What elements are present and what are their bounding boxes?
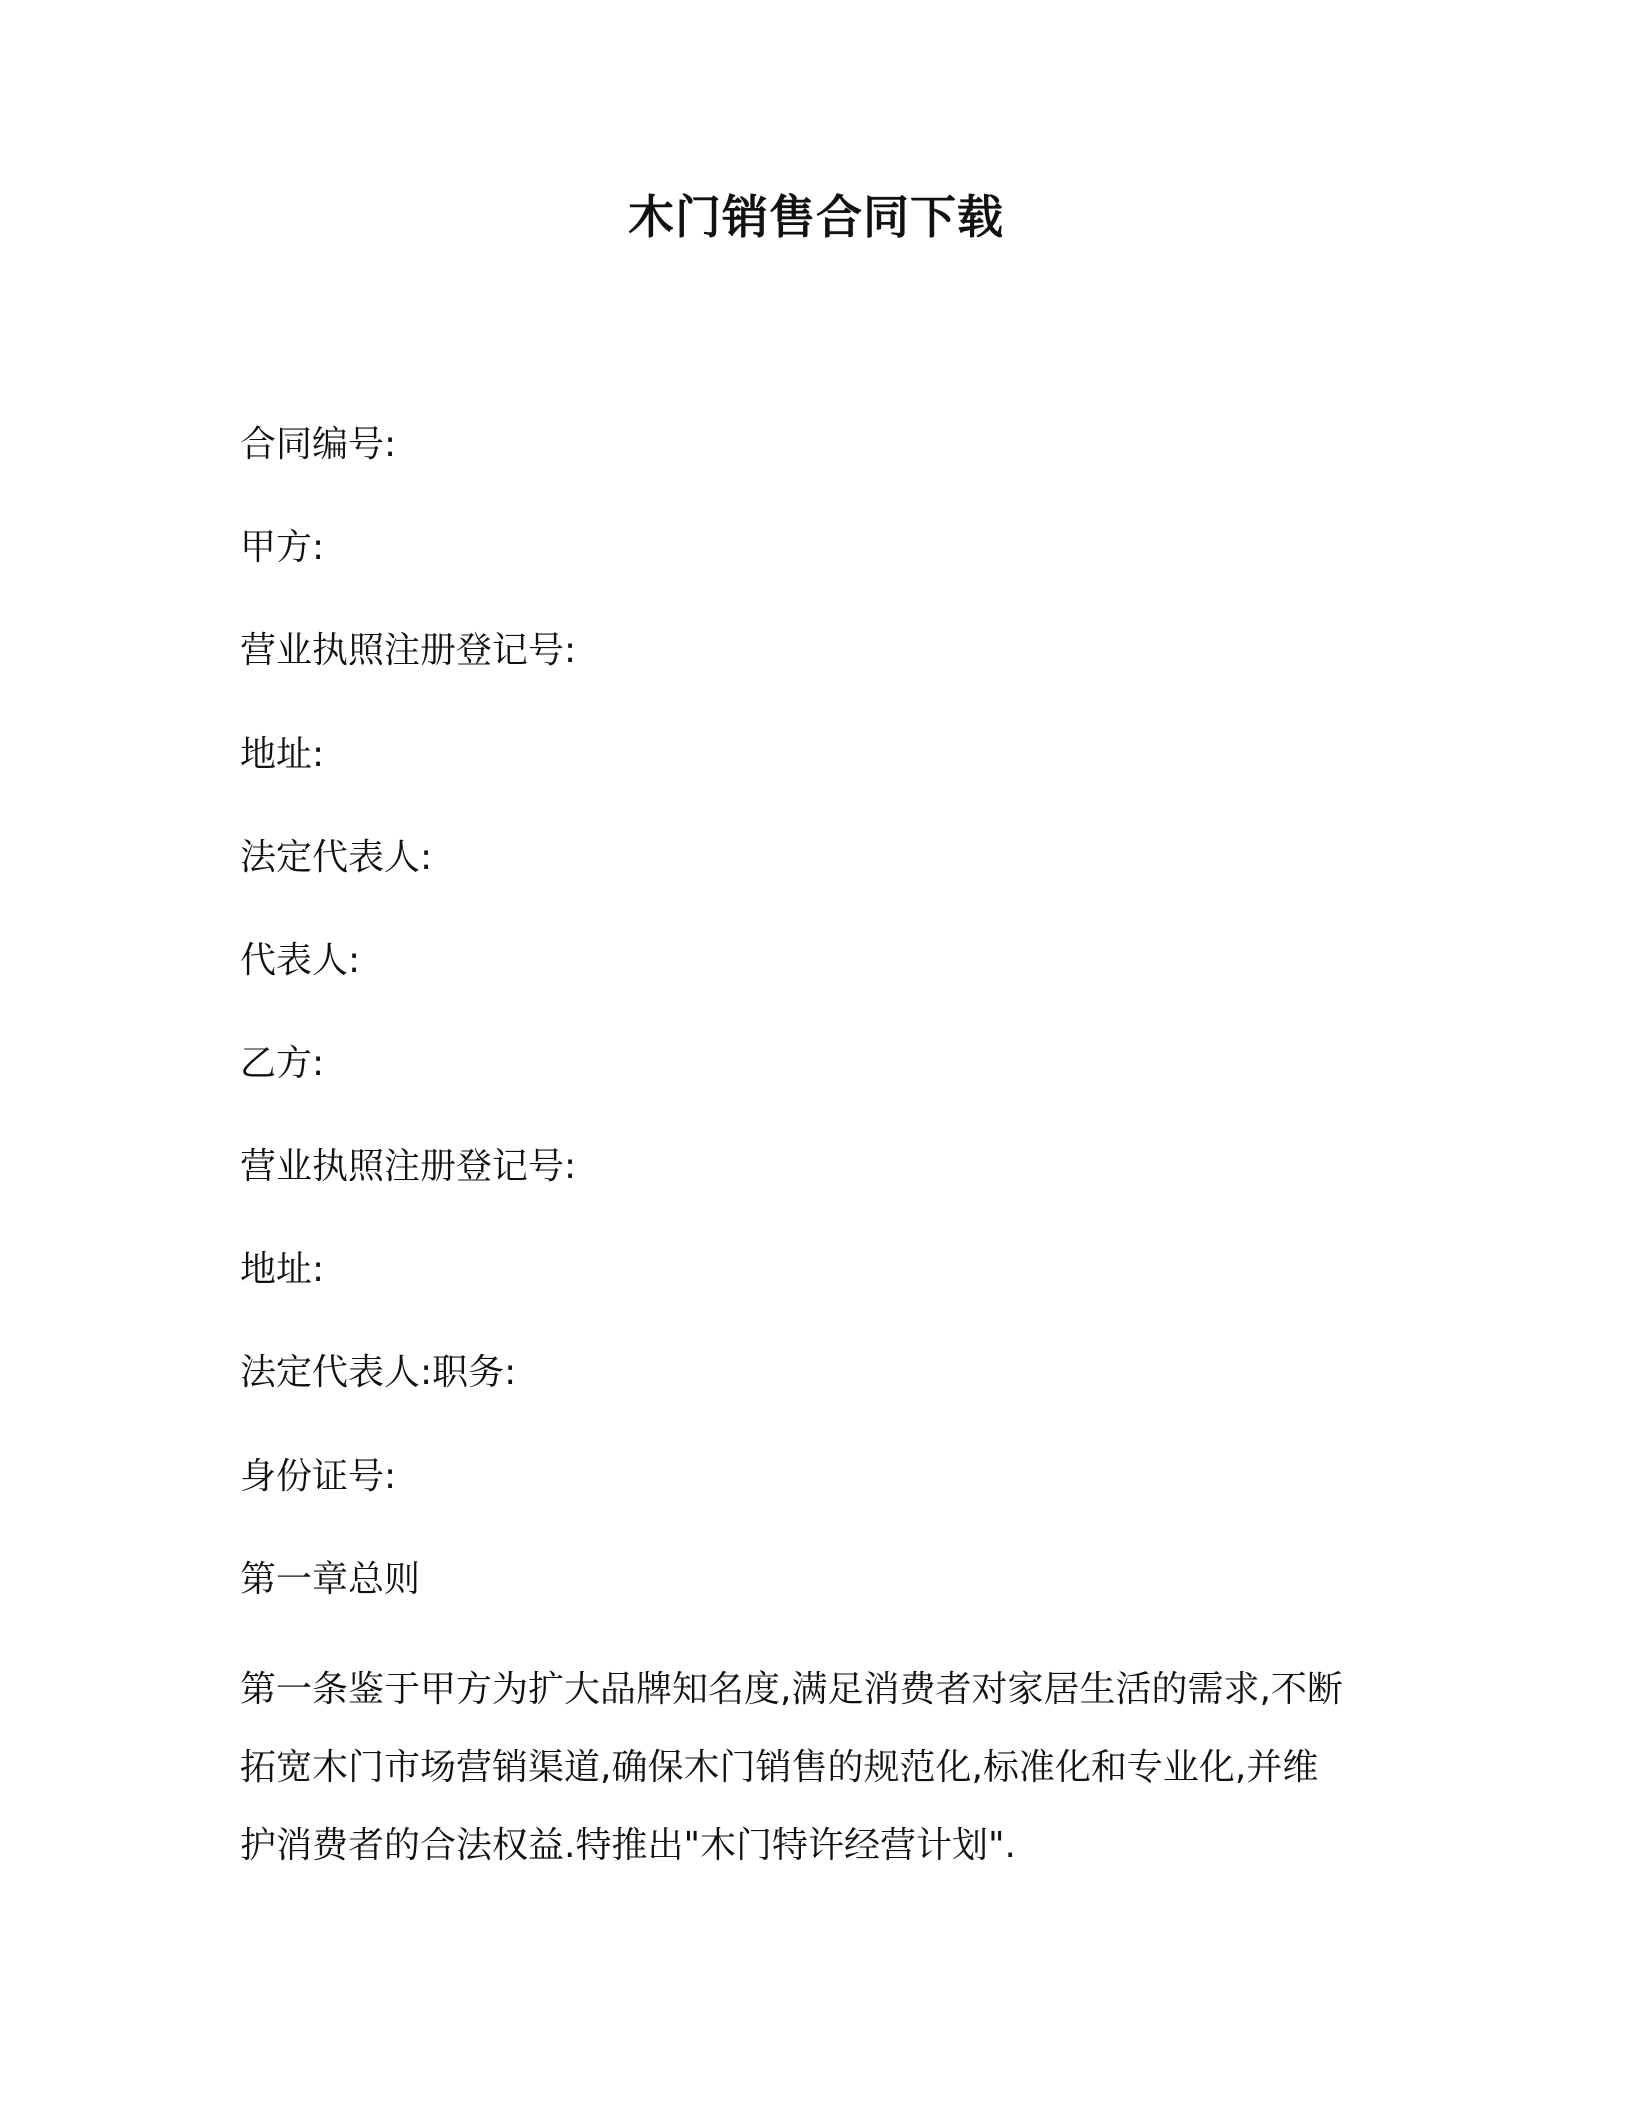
party-b-license-label: 营业执照注册登记号: xyxy=(240,1146,577,1187)
party-a-legal-rep-label: 法定代表人: xyxy=(240,837,433,878)
party-a-label: 甲方: xyxy=(240,527,325,568)
party-b-label: 乙方: xyxy=(240,1043,325,1084)
chapter-heading: 第一章总则 xyxy=(240,1559,421,1600)
party-a-license-label: 营业执照注册登记号: xyxy=(240,630,577,671)
id-number-label: 身份证号: xyxy=(240,1456,397,1497)
party-a-representative-label: 代表人: xyxy=(240,940,361,981)
contract-number-label: 合同编号: xyxy=(240,424,397,465)
article-one-paragraph xyxy=(240,1651,1390,1885)
party-b-address-label: 地址: xyxy=(240,1249,325,1290)
article-line: 第一条鉴于甲方为扩大品牌知名度,满足消费者对家居生活的需求,不断 xyxy=(240,1669,1343,1710)
article-line: 护消费者的合法权益.特推出"木门特许经营计划". xyxy=(240,1825,1017,1866)
party-a-address-label: 地址: xyxy=(240,734,325,775)
article-line: 拓宽木门市场营销渠道,确保木门销售的规范化,标准化和专业化,并维 xyxy=(240,1747,1319,1788)
document-title: 木门销售合同下载 xyxy=(628,190,1004,244)
party-b-legal-rep-label: 法定代表人:职务: xyxy=(240,1352,517,1393)
